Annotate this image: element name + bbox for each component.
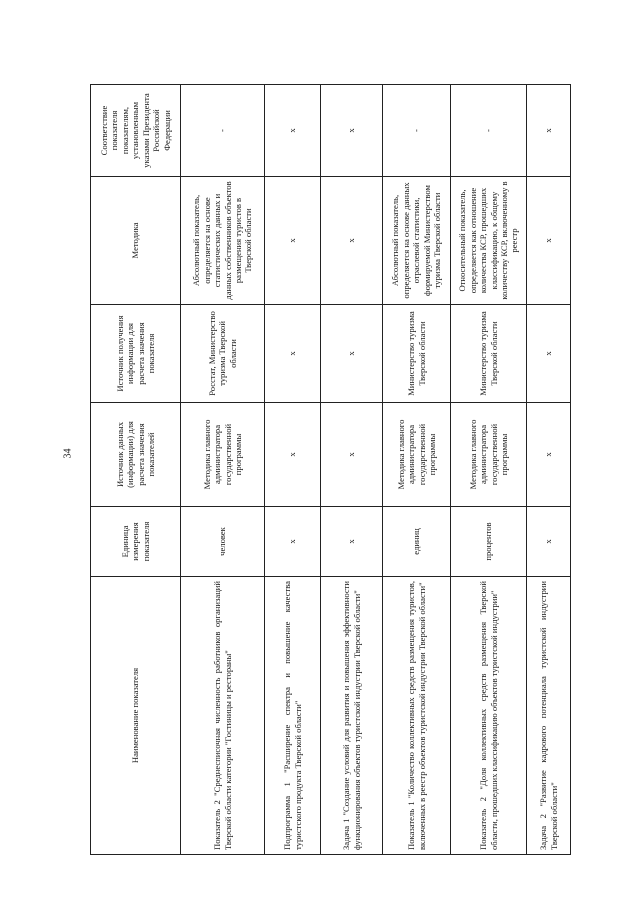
cell-unit: человек — [181, 507, 265, 577]
page-number: 34 — [62, 448, 74, 459]
cell-method: x — [527, 177, 571, 305]
header-indicator-name: Наименование показателя — [91, 577, 181, 855]
cell-method: Абсолютный показатель, определяется на основе статистических данных и данных собственников объектов размещения туристов в Тверской области — [181, 177, 265, 305]
cell-compliance: - — [451, 85, 527, 177]
cell-data-source: x — [527, 403, 571, 507]
cell-indicator-name: Показатель 2 "Среднесписочная численность работников организаций Тверской области категории "Гостиницы и рестораны" — [181, 577, 265, 855]
cell-data-source: Методика главного администратора государственной программы — [181, 403, 265, 507]
cell-compliance: x — [527, 85, 571, 177]
cell-info-source: Росстат, Министерство туризма Тверской области — [181, 305, 265, 403]
header-unit: Единица измерения показателя — [91, 507, 181, 577]
cell-unit: x — [321, 507, 383, 577]
cell-compliance: - — [181, 85, 265, 177]
cell-data-source: Методика главного администратора государственной программы — [451, 403, 527, 507]
cell-method: x — [321, 177, 383, 305]
cell-info-source: Министерство туризма Тверской области — [383, 305, 451, 403]
cell-data-source: x — [321, 403, 383, 507]
cell-compliance: x — [265, 85, 321, 177]
table-row — [527, 85, 571, 855]
header-compliance: Соответствие показателя показателям, установленным указами Президента Российской Федерации — [91, 85, 181, 177]
table-row — [383, 85, 451, 855]
cell-indicator-name: Подпрограмма 1 "Расширение спектра и повышение качества туристского продукта Тверской области" — [265, 577, 321, 855]
rotated-table-container — [90, 85, 559, 855]
cell-indicator-name: Задача 1 "Создание условий для развития и повышения эффективности функционирования объектов туристской индустрии Тверской области" — [321, 577, 383, 855]
cell-indicator-name: Показатель 2 "Доля коллективных средств размещения Тверской области, прошедших классификацию объектов туристской индустрии" — [451, 577, 527, 855]
header-info-source: Источник получения информации для расчета значения показателя — [91, 305, 181, 403]
cell-unit: x — [527, 507, 571, 577]
table-row — [321, 85, 383, 855]
cell-data-source: x — [265, 403, 321, 507]
table-row — [451, 85, 527, 855]
cell-unit: x — [265, 507, 321, 577]
cell-info-source: x — [265, 305, 321, 403]
cell-info-source: Министерство туризма Тверской области — [451, 305, 527, 403]
cell-data-source: Методика главного администратора государственной программы — [383, 403, 451, 507]
header-method: Методика — [91, 177, 181, 305]
header-data-source: Источник данных (информации) для расчета значения показателей — [91, 403, 181, 507]
cell-unit: процентов — [451, 507, 527, 577]
cell-unit: единиц — [383, 507, 451, 577]
table-row — [181, 85, 265, 855]
cell-info-source: x — [321, 305, 383, 403]
cell-method: Относительный показатель, определяется как отношение количества КСР, прошедших классификацию, к общему количеству КСР, включенному в реестр — [451, 177, 527, 305]
cell-indicator-name: Показатель 1 "Количество коллективных средств размещения туристов, включенных в реестр объектов туристской индустрии Тверской области" — [383, 577, 451, 855]
cell-indicator-name: Задача 2 "Развитие кадрового потенциала туристской индустрии Тверской области" — [527, 577, 571, 855]
cell-method: Абсолютный показатель, определяется на основе данных отраслевой статистики, формируемой Министерством туризма Тверской области — [383, 177, 451, 305]
cell-info-source: x — [527, 305, 571, 403]
cell-method: x — [265, 177, 321, 305]
cell-compliance: - — [383, 85, 451, 177]
cell-compliance: x — [321, 85, 383, 177]
indicators-table — [90, 84, 571, 855]
table-row — [265, 85, 321, 855]
table-header-row — [91, 85, 181, 855]
